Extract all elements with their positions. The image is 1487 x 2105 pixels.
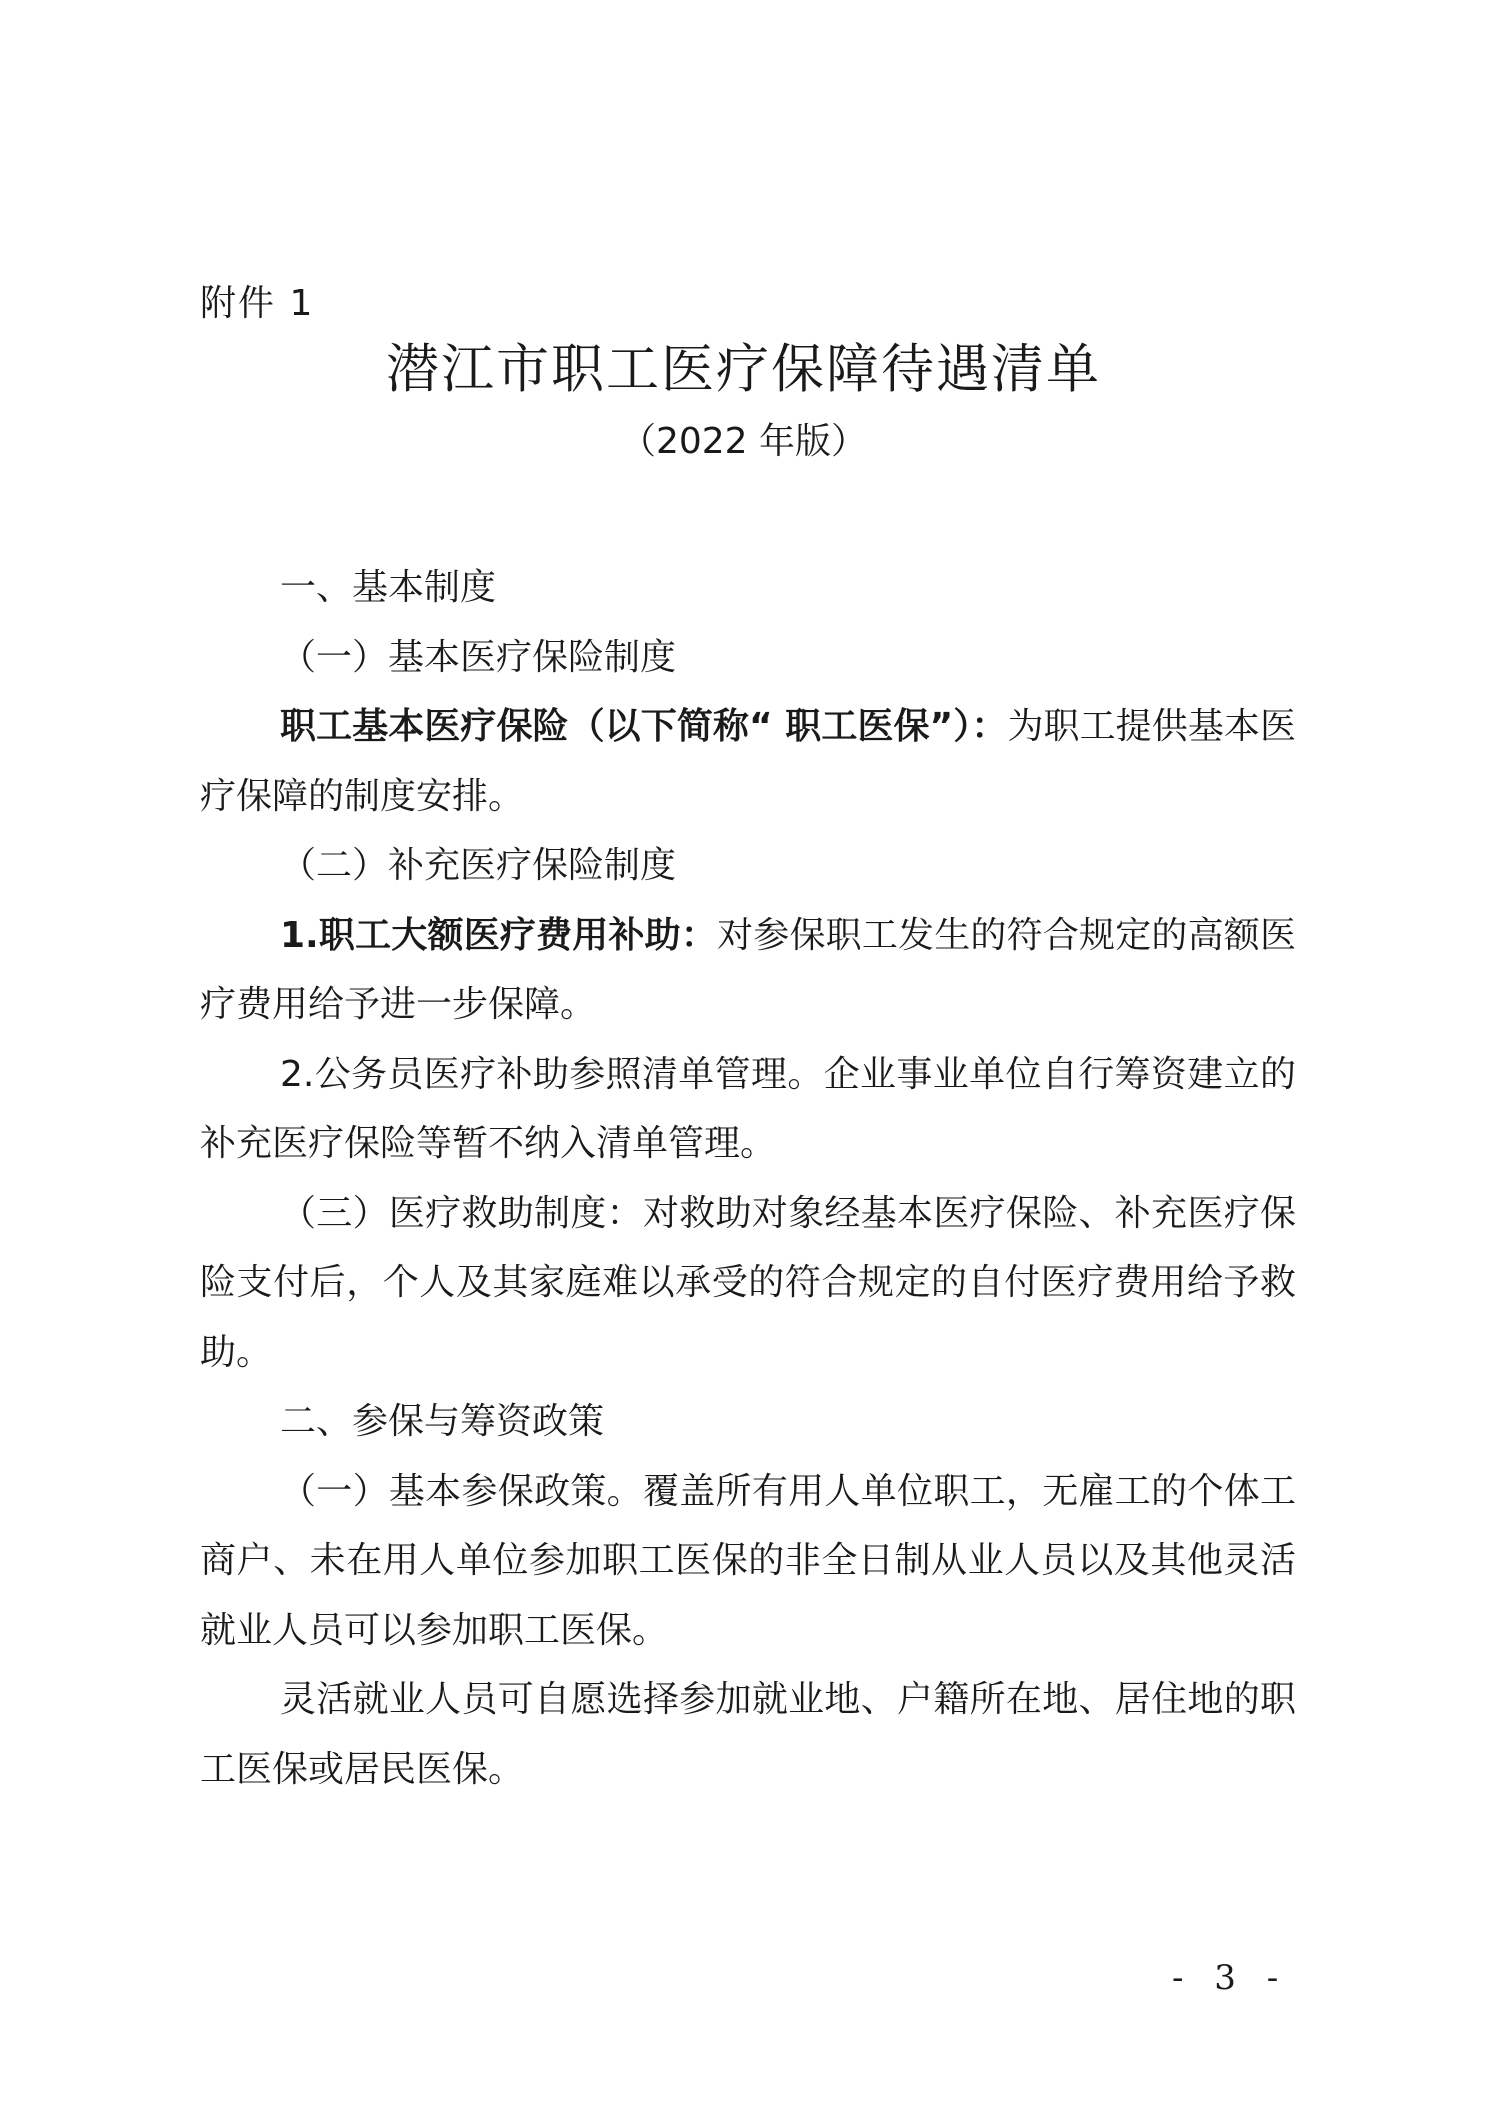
paragraph-large-medical-subsidy-term: 1.职工大额医疗费用补助： (280, 914, 718, 956)
paragraph-flexible-employment: 灵活就业人员可自愿选择参加就业地、户籍所在地、居住地的职工医保或居民医保。 (200, 1679, 1296, 1790)
document-subtitle: （2022 年版） (619, 421, 868, 462)
paragraph-large-medical-subsidy-text: 对参保职工发生的符合规定的高额医疗费用给予进一步保障。 (200, 914, 1296, 1025)
section-1-heading: 一、基本制度 (280, 567, 497, 608)
paragraph-medical-assistance: （三）医疗救助制度：对救助对象经基本医疗保险、补充医疗保险支付后，个人及其家庭难以承受的符合规定的自付医疗费用给予救助。 (200, 1192, 1296, 1373)
document-body (200, 553, 1296, 1804)
section-2-heading: 二、参保与筹资政策 (280, 1401, 605, 1442)
section-1-2-heading: （二）补充医疗保险制度 (280, 845, 677, 886)
paragraph-employee-insurance-text: 为职工提供基本医疗保障的制度安排。 (200, 706, 1296, 817)
paragraph-civil-servant-subsidy: 2.公务员医疗补助参照清单管理。企业事业单位自行筹资建立的补充医疗保险等暂不纳入清单管理。 (200, 1053, 1296, 1164)
page-number: - 3 - (1172, 1958, 1289, 1998)
document-title: 潜江市职工医疗保障待遇清单 (386, 339, 1101, 400)
section-1-1-heading: （一）基本医疗保险制度 (280, 636, 677, 678)
attachment-label: 附件 1 (200, 283, 315, 324)
paragraph-large-medical-subsidy (200, 901, 1296, 1040)
paragraph-employee-insurance-term: 职工基本医疗保险（以下简称“ 职工医保”）： (280, 706, 1008, 747)
paragraph-basic-enrollment-policy: （一）基本参保政策。覆盖所有用人单位职工，无雇工的个体工商户、未在用人单位参加职工医保的非全日制从业人员以及其他灵活就业人员可以参加职工医保。 (200, 1470, 1296, 1651)
paragraph-employee-insurance (200, 692, 1296, 831)
